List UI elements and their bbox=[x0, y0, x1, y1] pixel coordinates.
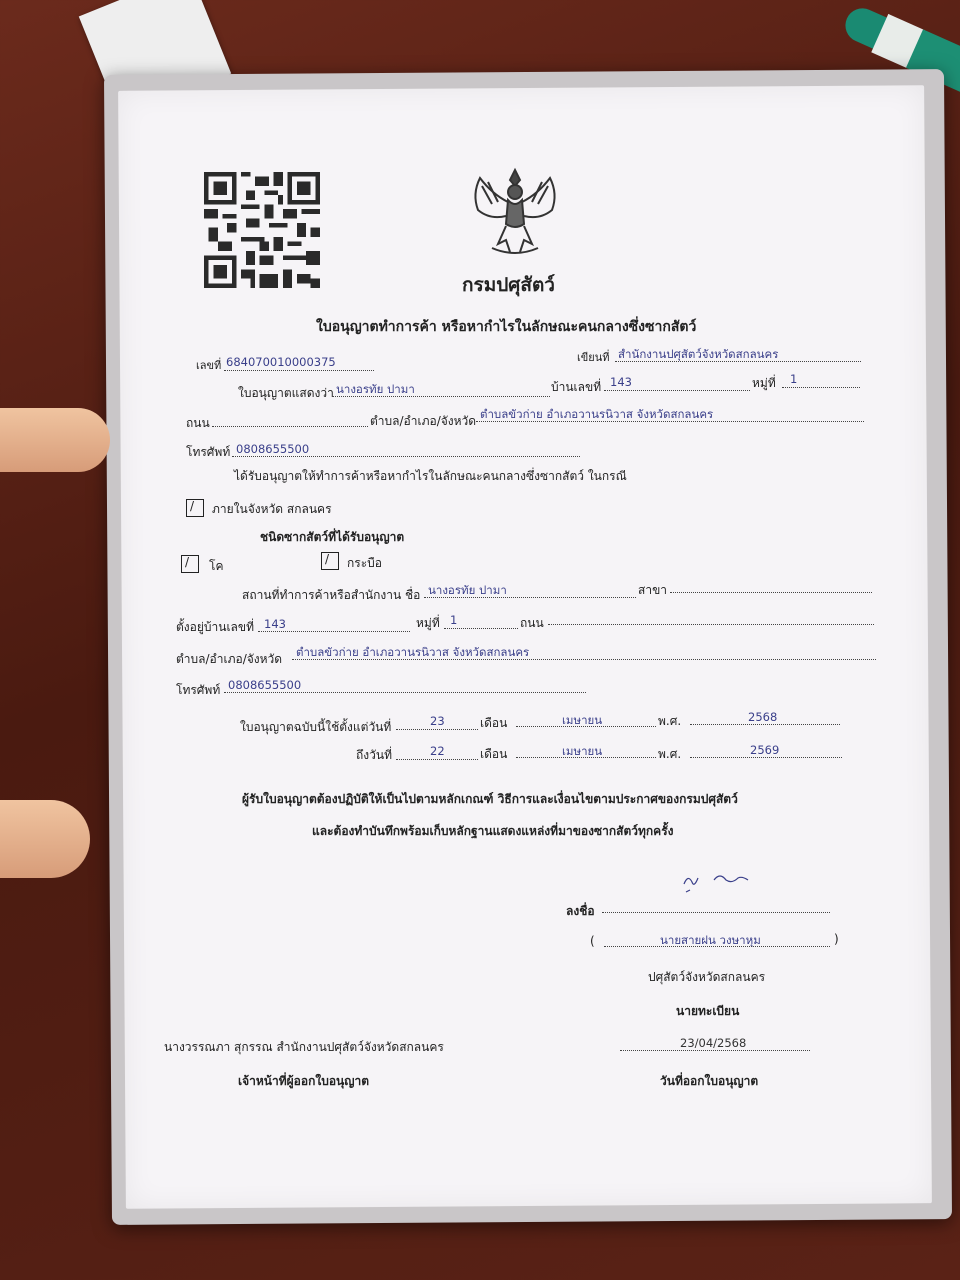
village-no: 1 bbox=[790, 372, 798, 386]
village-label: หมู่ที่ bbox=[752, 376, 776, 390]
holder-line bbox=[332, 396, 550, 397]
office-line bbox=[615, 361, 861, 362]
valid-to-month: เมษายน bbox=[562, 744, 603, 758]
branch-label: สาขา bbox=[638, 583, 668, 597]
buffalo-label: กระบือ bbox=[347, 556, 382, 570]
subdistrict-value: ตำบลขัวก่าย อำเภอวานรนิวาส จังหวัดสกลนคร bbox=[480, 407, 714, 421]
workplace-phone: 0808655500 bbox=[228, 678, 302, 692]
notice-line-1: ผู้รับใบอนุญาตต้องปฏิบัติให้เป็นไปตามหลักเกณฑ์ วิธีการและเงื่อนไขตามประกาศของกรมปศุสัตว์ bbox=[242, 792, 738, 806]
signer-line bbox=[604, 946, 830, 947]
workplace-village-label: หมู่ที่ bbox=[416, 616, 440, 630]
license-title: ใบอนุญาตทำการค้า หรือหากำไรในลักษณะคนกลางซึ่งซากสัตว์ bbox=[316, 319, 697, 335]
sign-label: ลงชื่อ bbox=[566, 904, 595, 918]
workplace-name-line bbox=[424, 597, 636, 598]
workplace-subdistrict-label: ตำบล/อำเภอ/จังหวัด bbox=[176, 652, 283, 666]
workplace-house-line bbox=[258, 631, 410, 632]
valid-from-year: 2568 bbox=[748, 710, 778, 724]
workplace-village-line bbox=[444, 628, 518, 629]
holder-label: ใบอนุญาตแสดงว่า bbox=[238, 386, 334, 400]
cattle-checkbox[interactable]: / bbox=[181, 555, 199, 573]
valid-from-label: ใบอนุญาตฉบับนี้ใช้ตั้งแต่วันที่ bbox=[240, 720, 392, 734]
notice-line-2: และต้องทำบันทึกพร้อมเก็บหลักฐานแสดงแหล่งที่มาของซากสัตว์ทุกครั้ง bbox=[312, 824, 674, 838]
workplace-subdistrict-line bbox=[292, 659, 876, 660]
valid-from-day: 23 bbox=[430, 714, 445, 728]
workplace-phone-label: โทรศัพท์ bbox=[176, 683, 221, 697]
within-province-checkbox[interactable]: / bbox=[186, 499, 204, 517]
sign-line bbox=[602, 912, 830, 913]
valid-to-day: 22 bbox=[430, 744, 445, 758]
village-line bbox=[782, 387, 860, 388]
signer-role: นายทะเบียน bbox=[676, 1004, 740, 1018]
issue-date-line bbox=[620, 1050, 810, 1051]
issue-date: 23/04/2568 bbox=[680, 1036, 747, 1050]
valid-to-label: ถึงวันที่ bbox=[356, 748, 392, 762]
qr-code bbox=[200, 172, 324, 288]
issue-date-label: วันที่ออกใบอนุญาต bbox=[660, 1074, 759, 1088]
finger-bottom bbox=[0, 800, 90, 878]
issuer-name: นางวรรณภา สุกรรณ สำนักงานปศุสัตว์จังหวัดสกลนคร bbox=[164, 1040, 444, 1054]
house-no: 143 bbox=[610, 375, 632, 389]
workplace-subdistrict: ตำบลขัวก่าย อำเภอวานรนิวาส จังหวัดสกลนคร bbox=[296, 645, 530, 659]
finger-top bbox=[0, 408, 110, 472]
phone-value: 0808655500 bbox=[236, 442, 310, 456]
valid-to-day-line bbox=[396, 759, 478, 760]
road-line bbox=[212, 426, 368, 427]
cattle-label: โค bbox=[209, 559, 224, 573]
workplace-name: นางอรทัย ปามา bbox=[428, 583, 507, 597]
paren-open: ( bbox=[590, 934, 595, 948]
branch-line bbox=[670, 592, 872, 593]
workplace-house-label: ตั้งอยู่บ้านเลขที่ bbox=[176, 620, 255, 634]
office-value: สำนักงานปศุสัตว์จังหวัดสกลนคร bbox=[618, 347, 779, 361]
subdistrict-line bbox=[476, 421, 864, 422]
house-no-label: บ้านเลขที่ bbox=[551, 380, 602, 394]
number-label: เลขที่ bbox=[196, 359, 222, 372]
valid-to-month-label: เดือน bbox=[480, 747, 508, 761]
valid-from-month-label: เดือน bbox=[480, 716, 508, 730]
valid-from-year-label: พ.ศ. bbox=[658, 714, 682, 728]
buffalo-checkbox[interactable]: / bbox=[321, 552, 339, 570]
within-province-label: ภายในจังหวัด สกลนคร bbox=[212, 502, 332, 516]
workplace-village: 1 bbox=[450, 613, 458, 627]
office-label: เขียนที่ bbox=[577, 351, 610, 364]
issuer-role: เจ้าหน้าที่ผู้ออกใบอนุญาต bbox=[238, 1074, 369, 1088]
valid-from-year-line bbox=[690, 724, 840, 725]
valid-from-month: เมษายน bbox=[562, 713, 603, 727]
house-no-line bbox=[604, 390, 750, 391]
phone-label: โทรศัพท์ bbox=[186, 445, 231, 459]
holder-name: นางอรทัย ปามา bbox=[336, 382, 415, 396]
permit-text: ได้รับอนุญาตให้ทำการค้าหรือหากำไรในลักษณะคนกลางซึ่งซากสัตว์ ในกรณี bbox=[234, 469, 627, 483]
workplace-house-no: 143 bbox=[264, 617, 286, 631]
signature-scribble bbox=[676, 862, 756, 894]
subdistrict-label: ตำบล/อำเภอ/จังหวัด bbox=[370, 414, 477, 428]
valid-from-month-line bbox=[516, 726, 656, 727]
workplace-phone-line bbox=[224, 692, 586, 693]
valid-to-year-line bbox=[690, 757, 842, 758]
phone-line bbox=[232, 456, 580, 457]
valid-to-year: 2569 bbox=[750, 743, 780, 757]
number-line bbox=[224, 370, 374, 371]
valid-from-day-line bbox=[396, 729, 478, 730]
workplace-road-label: ถนน bbox=[520, 616, 544, 630]
signer-position: ปศุสัตว์จังหวัดสกลนคร bbox=[648, 970, 766, 984]
paren-close: ) bbox=[834, 932, 839, 946]
valid-to-year-label: พ.ศ. bbox=[658, 747, 682, 761]
carcass-type-label: ชนิดซากสัตว์ที่ได้รับอนุญาต bbox=[260, 530, 405, 544]
road-label: ถนน bbox=[186, 416, 210, 430]
valid-to-month-line bbox=[516, 757, 656, 758]
garuda-emblem-icon bbox=[462, 164, 568, 260]
workplace-name-label: สถานที่ทำการค้าหรือสำนักงาน ชื่อ bbox=[242, 588, 421, 602]
signer-name: นายสายฝน วงษาหุม bbox=[660, 933, 761, 947]
workplace-road-line bbox=[548, 624, 874, 625]
license-number: 684070010000375 bbox=[226, 355, 336, 369]
department-title: กรมปศุสัตว์ bbox=[462, 274, 555, 296]
